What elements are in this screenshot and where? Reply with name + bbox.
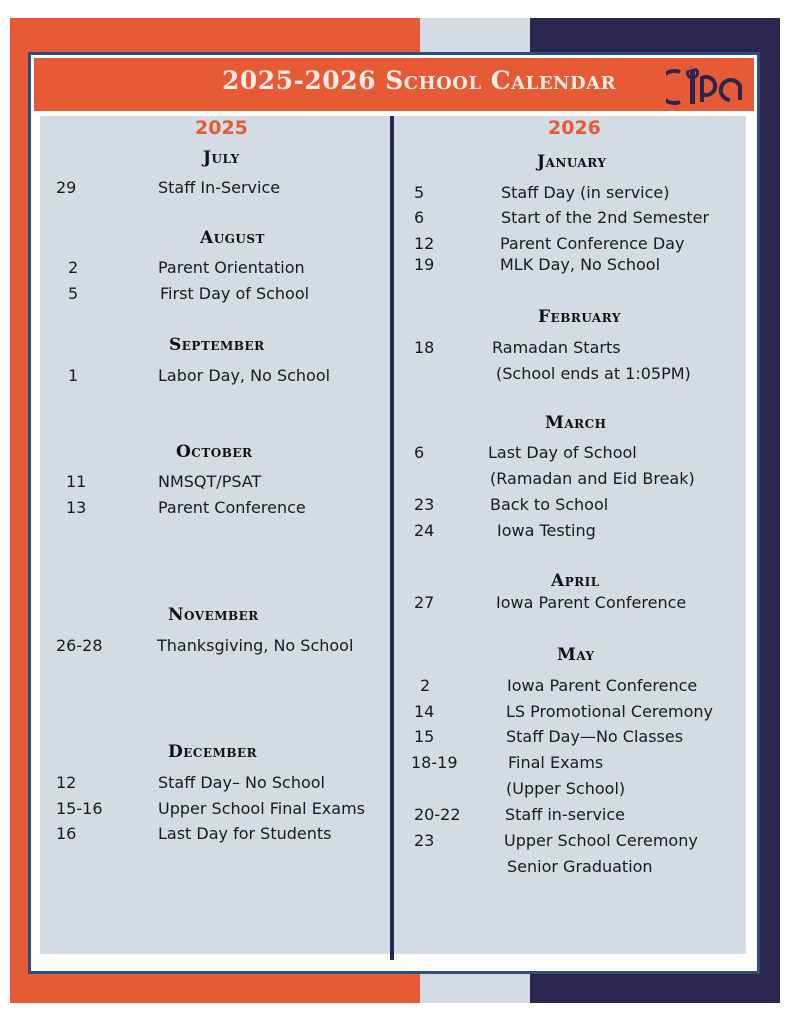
month-july: July xyxy=(203,148,240,168)
event-text: Upper School Ceremony xyxy=(504,831,698,850)
event-date: 18 xyxy=(414,338,435,357)
event-text: First Day of School xyxy=(160,284,310,303)
event-date: 12 xyxy=(414,234,435,253)
event-date: 11 xyxy=(66,472,87,491)
event-text: Staff Day—No Classes xyxy=(506,727,684,746)
year-2025-heading: 2025 xyxy=(195,117,248,139)
month-april: April xyxy=(551,571,600,591)
event-date: 19 xyxy=(414,255,435,274)
event-date: 6 xyxy=(414,443,425,462)
event-text: Last Day of School xyxy=(488,443,637,462)
event-text: Iowa Parent Conference xyxy=(507,676,698,695)
event-text: Parent Orientation xyxy=(158,258,305,277)
event-text: Final Exams xyxy=(508,753,604,772)
event-date: 13 xyxy=(66,498,87,517)
event-text: Back to School xyxy=(490,495,609,514)
event-text: Staff Day (in service) xyxy=(501,183,670,202)
event-text: Labor Day, No School xyxy=(158,366,331,385)
event-text-continued: Senior Graduation xyxy=(507,857,653,876)
event-text: Last Day for Students xyxy=(158,824,332,843)
event-text: Parent Conference xyxy=(158,498,306,517)
event-text-continued: (Ramadan and Eid Break) xyxy=(490,469,695,488)
event-date: 27 xyxy=(414,593,435,612)
title-bar xyxy=(34,58,754,111)
event-date: 5 xyxy=(414,183,425,202)
event-date: 12 xyxy=(56,773,77,792)
event-text: Ramadan Starts xyxy=(492,338,621,357)
event-date: 1 xyxy=(68,366,79,385)
event-text: Upper School Final Exams xyxy=(158,799,365,818)
event-date: 15 xyxy=(414,727,435,746)
event-text: Staff Day– No School xyxy=(158,773,325,792)
event-date: 18-19 xyxy=(411,753,458,772)
event-date: 2 xyxy=(68,258,79,277)
year-2026-heading: 2026 xyxy=(548,117,601,139)
event-date: 24 xyxy=(414,521,435,540)
month-january: January xyxy=(537,152,607,172)
event-text-continued: (School ends at 1:05PM) xyxy=(496,364,691,383)
cipa-logo-icon xyxy=(666,64,744,106)
event-text: NMSQT/PSAT xyxy=(158,472,262,491)
month-december: December xyxy=(168,742,258,762)
month-may: May xyxy=(557,645,595,665)
event-text: LS Promotional Ceremony xyxy=(506,702,713,721)
event-date: 6 xyxy=(414,208,425,227)
month-september: September xyxy=(169,335,265,355)
event-text: Iowa Parent Conference xyxy=(496,593,687,612)
event-text: Staff in-service xyxy=(505,805,626,824)
event-date: 26-28 xyxy=(56,636,103,655)
event-text: Iowa Testing xyxy=(497,521,596,540)
event-date: 14 xyxy=(414,702,435,721)
month-august: August xyxy=(200,228,265,248)
event-text: Start of the 2nd Semester xyxy=(501,208,710,227)
column-divider xyxy=(390,116,394,960)
page-title: 2025-2026 School Calendar xyxy=(221,66,617,95)
month-october: October xyxy=(176,442,253,462)
event-date: 16 xyxy=(56,824,77,843)
event-text: Thanksgiving, No School xyxy=(157,636,354,655)
event-date: 29 xyxy=(56,178,77,197)
event-date: 5 xyxy=(68,284,79,303)
event-date: 20-22 xyxy=(414,805,461,824)
event-date: 23 xyxy=(414,495,435,514)
event-text: MLK Day, No School xyxy=(500,255,661,274)
month-february: February xyxy=(538,307,621,327)
month-march: March xyxy=(545,413,607,433)
event-text: Staff In-Service xyxy=(158,178,281,197)
month-november: November xyxy=(168,605,259,625)
event-date: 2 xyxy=(420,676,431,695)
event-date: 23 xyxy=(414,831,435,850)
event-text: Parent Conference Day xyxy=(500,234,685,253)
event-date: 15-16 xyxy=(56,799,103,818)
event-text-continued: (Upper School) xyxy=(506,779,626,798)
